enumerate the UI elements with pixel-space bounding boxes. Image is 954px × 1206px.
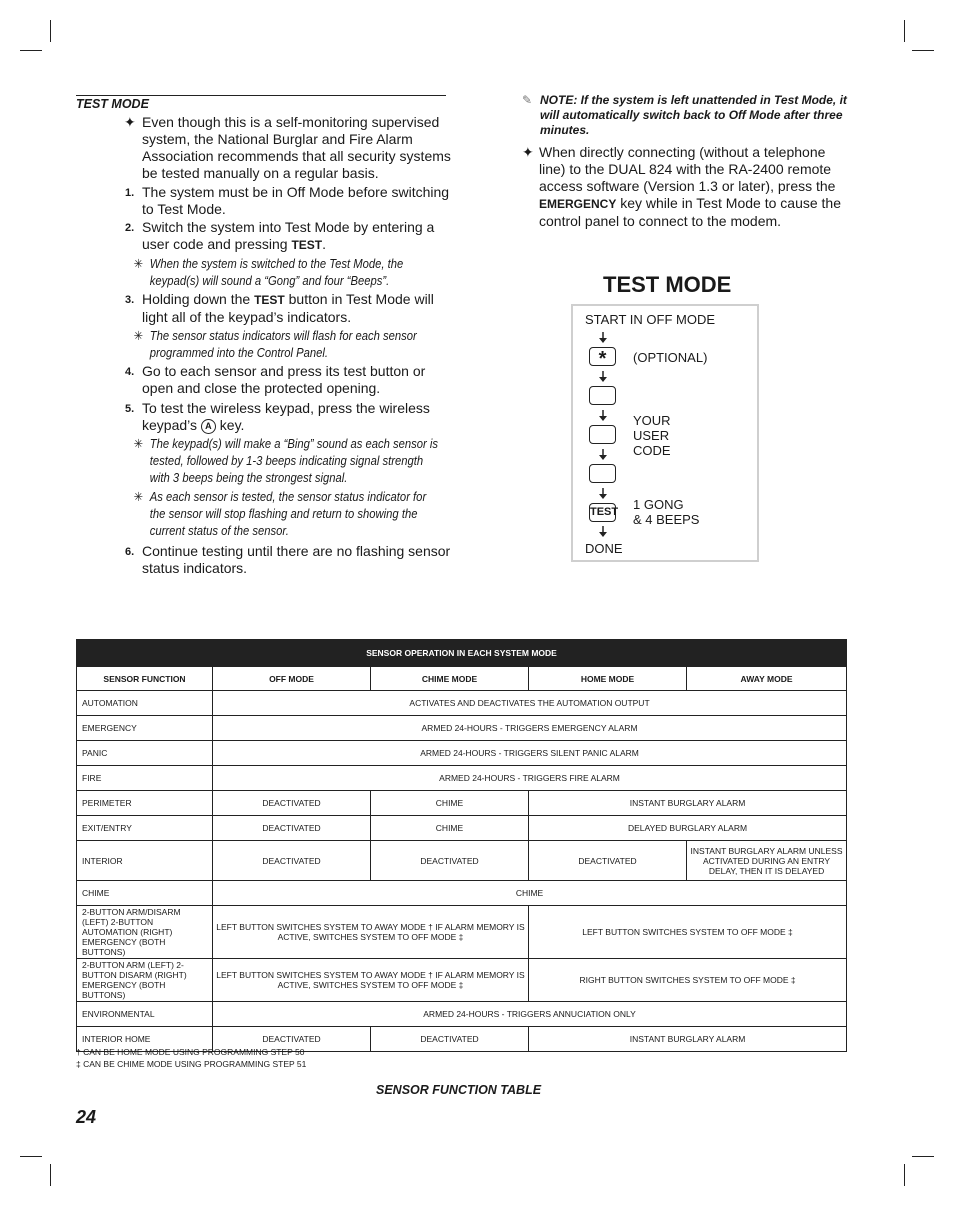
- table-cell: LEFT BUTTON SWITCHES SYSTEM TO OFF MODE ‡: [529, 906, 847, 959]
- sensor-function-cell: 2-BUTTON ARM/DISARM (LEFT) 2-BUTTON AUTOMATION (RIGHT) EMERGENCY (BOTH BUTTONS): [77, 906, 213, 959]
- col-header: OFF MODE: [213, 667, 371, 691]
- sensor-function-cell: CHIME: [77, 881, 213, 906]
- table-cell: DEACTIVATED: [371, 841, 529, 881]
- sensor-function-cell: AUTOMATION: [77, 691, 213, 716]
- asterisk-bullet-icon: ✳: [133, 490, 144, 504]
- down-arrow-icon: [598, 371, 608, 383]
- table-title: SENSOR OPERATION IN EACH SYSTEM MODE: [77, 640, 847, 667]
- footnote: † CAN BE HOME MODE USING PROGRAMMING STEP 50: [76, 1047, 305, 1057]
- table-row: [77, 841, 847, 881]
- sensor-function-cell: EXIT/ENTRY: [77, 816, 213, 841]
- diamond-bullet-icon: ✦: [522, 144, 534, 160]
- sensor-function-cell: EMERGENCY: [77, 716, 213, 741]
- sensor-function-table: [76, 639, 847, 1052]
- code-key-box: [589, 386, 616, 405]
- gong-label: 1 GONG & 4 BEEPS: [633, 497, 700, 527]
- down-arrow-icon: [598, 449, 608, 461]
- crop-mark: [904, 20, 905, 42]
- intro-paragraph: ✦ Even though this is a self-monitoring supervised system, the National Burglar and Fire Alarm Association recommends that all security systems be tested manually on a regular basis.: [124, 114, 451, 181]
- sensor-function-cell: PERIMETER: [77, 791, 213, 816]
- crop-mark: [912, 1156, 934, 1157]
- crop-mark: [20, 50, 42, 51]
- table-cell: DEACTIVATED: [213, 1027, 371, 1052]
- table-caption: SENSOR FUNCTION TABLE: [376, 1083, 542, 1097]
- step-6: 6. Continue testing until there are no flashing sensor status indicators.: [125, 543, 451, 576]
- table-cell: DEACTIVATED: [213, 816, 371, 841]
- table-row: [77, 741, 847, 766]
- table-cell: ARMED 24-HOURS - TRIGGERS FIRE ALARM: [213, 766, 847, 791]
- table-cell: INSTANT BURGLARY ALARM: [529, 1027, 847, 1052]
- table-title-row: [77, 640, 847, 667]
- step-1: 1. The system must be in Off Mode before switching to Test Mode.: [125, 184, 450, 217]
- start-label: START IN OFF MODE: [585, 312, 716, 327]
- step-5: 5. To test the wireless keypad, press the wireless keypad’s A key.: [125, 400, 430, 433]
- sensor-function-cell: PANIC: [77, 741, 213, 766]
- right-note: ✎ NOTE: If the system is left unattended in Test Mode, it will automatically switch back to Off Mode after three minutes.: [522, 93, 847, 137]
- col-header: SENSOR FUNCTION: [77, 667, 213, 691]
- star-key: *: [589, 347, 616, 366]
- step-4: 4. Go to each sensor and press its test button or open and close the protected opening.: [125, 363, 426, 396]
- footnote: ‡ CAN BE CHIME MODE USING PROGRAMMING STEP 51: [76, 1059, 307, 1069]
- table-header-row: [77, 667, 847, 691]
- section-title: TEST MODE: [76, 95, 446, 111]
- diamond-bullet-icon: ✦: [124, 114, 136, 130]
- table-cell: CHIME: [213, 881, 847, 906]
- table-row: [77, 766, 847, 791]
- down-arrow-icon: [598, 410, 608, 422]
- table-row: [77, 1002, 847, 1027]
- code-key-box: [589, 464, 616, 483]
- diagram-title: TEST MODE: [603, 272, 732, 297]
- done-label: DONE: [585, 541, 623, 556]
- col-header: HOME MODE: [529, 667, 687, 691]
- sensor-function-cell: INTERIOR: [77, 841, 213, 881]
- table-cell: DEACTIVATED: [371, 1027, 529, 1052]
- table-cell: DELAYED BURGLARY ALARM: [529, 816, 847, 841]
- asterisk-bullet-icon: ✳: [133, 257, 144, 271]
- table-row: [77, 791, 847, 816]
- test-mode-diagram: [571, 304, 759, 562]
- table-cell: LEFT BUTTON SWITCHES SYSTEM TO AWAY MODE † IF ALARM MEMORY IS ACTIVE, SWITCHES SYSTEM TO OFF MODE ‡: [213, 959, 529, 1002]
- footnotes: [76, 1046, 306, 1070]
- table-row: [77, 716, 847, 741]
- left-column: [76, 114, 456, 577]
- down-arrow-icon: [598, 332, 608, 344]
- table-cell: ARMED 24-HOURS - TRIGGERS SILENT PANIC ALARM: [213, 741, 847, 766]
- table-row: [77, 906, 847, 959]
- asterisk-bullet-icon: ✳: [133, 437, 144, 451]
- step-2: 2. Switch the system into Test Mode by entering a user code and pressing TEST.: [125, 219, 435, 252]
- table-cell: INSTANT BURGLARY ALARM: [529, 791, 847, 816]
- a-key-icon: A: [201, 419, 216, 434]
- step-3-note: ✳ The sensor status indicators will flash for each sensor programmed into the Control Panel.: [133, 329, 417, 360]
- crop-mark: [904, 1164, 905, 1186]
- table-row: [77, 816, 847, 841]
- table-row: [77, 959, 847, 1002]
- table-cell: ARMED 24-HOURS - TRIGGERS EMERGENCY ALARM: [213, 716, 847, 741]
- table-cell: CHIME: [371, 791, 529, 816]
- user-code-label: YOUR USER CODE: [633, 413, 671, 458]
- table-row: [77, 691, 847, 716]
- col-header: AWAY MODE: [687, 667, 847, 691]
- table-cell: DEACTIVATED: [213, 791, 371, 816]
- sensor-function-cell: ENVIRONMENTAL: [77, 1002, 213, 1027]
- table-row: [77, 881, 847, 906]
- step-2-note: ✳ When the system is switched to the Test Mode, the keypad(s) will sound a “Gong” and four “Beeps”.: [133, 257, 404, 288]
- emergency-keyword: EMERGENCY: [539, 197, 617, 211]
- pencil-icon: ✎: [522, 93, 533, 107]
- test-keyword: TEST: [254, 293, 285, 307]
- crop-mark: [50, 1164, 51, 1186]
- table-cell: RIGHT BUTTON SWITCHES SYSTEM TO OFF MODE ‡: [529, 959, 847, 1002]
- down-arrow-icon: [598, 488, 608, 500]
- right-paragraph: ✦ When directly connecting (without a telephone line) to the DUAL 824 with the RA-2400 remote access software (Version 1.3 or later), press the EMERGENCY key while in Test Mode to cause the control panel to connect to the modem.: [522, 144, 841, 229]
- page-number: 24: [76, 1107, 97, 1127]
- code-key-box: [589, 425, 616, 444]
- table-cell: ACTIVATES AND DEACTIVATES THE AUTOMATION OUTPUT: [213, 691, 847, 716]
- down-arrow-icon: [598, 526, 608, 538]
- optional-label: (OPTIONAL): [633, 350, 708, 365]
- asterisk-bullet-icon: ✳: [133, 329, 144, 343]
- step-5-note: ✳ The keypad(s) will make a “Bing” sound as each sensor is tested, followed by 1-3 beeps indicating signal strength with 3 beeps being the strongest signal.: [133, 437, 439, 485]
- table-cell: INSTANT BURGLARY ALARM UNLESS ACTIVATED DURING AN ENTRY DELAY, THEN IT IS DELAYED: [687, 841, 847, 881]
- table-cell: DEACTIVATED: [529, 841, 687, 881]
- table-cell: ARMED 24-HOURS - TRIGGERS ANNUCIATION ONLY: [213, 1002, 847, 1027]
- table-cell: DEACTIVATED: [213, 841, 371, 881]
- step-3: 3. Holding down the TEST button in Test Mode will light all of the keypad’s indicators.: [125, 291, 434, 325]
- test-keyword: TEST: [291, 238, 323, 252]
- sensor-function-cell: INTERIOR HOME: [77, 1027, 213, 1052]
- sensor-function-cell: 2-BUTTON ARM (LEFT) 2-BUTTON DISARM (RIGHT) EMERGENCY (BOTH BUTTONS): [77, 959, 213, 1002]
- table-cell: LEFT BUTTON SWITCHES SYSTEM TO AWAY MODE † IF ALARM MEMORY IS ACTIVE, SWITCHES SYSTEM TO OFF MODE ‡: [213, 906, 529, 959]
- col-header: CHIME MODE: [371, 667, 529, 691]
- crop-mark: [20, 1156, 42, 1157]
- test-key: TEST: [589, 503, 616, 522]
- step-5-note-2: ✳ As each sensor is tested, the sensor status indicator for the sensor will stop flashing and return to showing the current status of the sensor.: [133, 490, 427, 538]
- table-cell: CHIME: [371, 816, 529, 841]
- sensor-function-cell: FIRE: [77, 766, 213, 791]
- crop-mark: [912, 50, 934, 51]
- crop-mark: [50, 20, 51, 42]
